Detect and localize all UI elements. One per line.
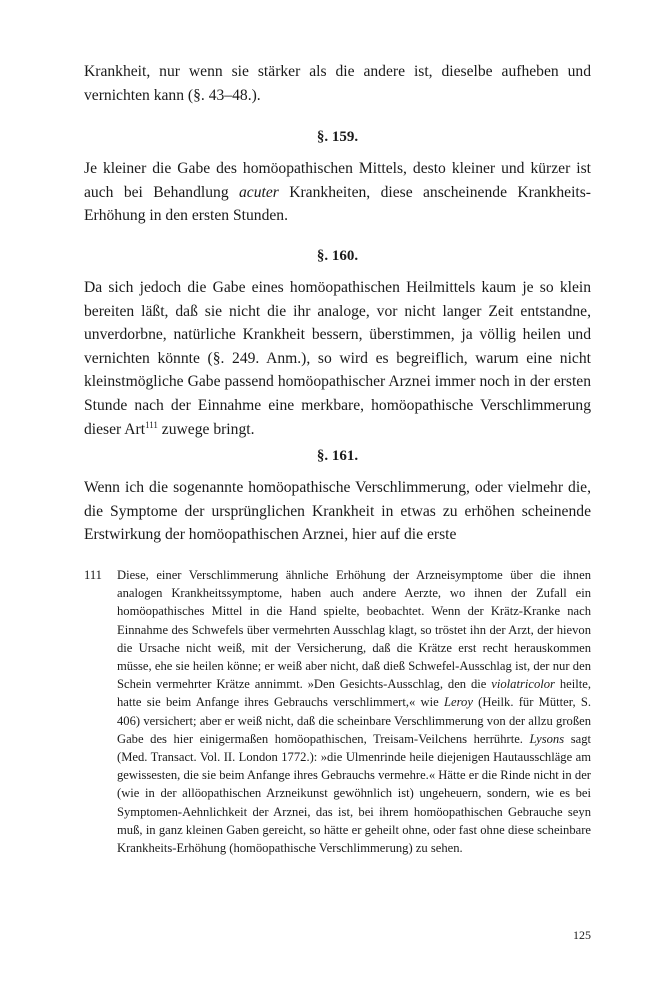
section-heading-160: §. 160. xyxy=(316,248,359,264)
paragraph-continued: Krankheit, nur wenn sie stärker als die andere ist, dieselbe aufheben und vernichten kann (§. 43–48.). xyxy=(84,63,591,104)
paragraph-159: Je kleiner die Gabe des homöopathischen Mittels, desto kleiner und kürzer ist auch bei Behandlung acuter Krankheiten, diese anscheinende Krankheits-Erhöhung in den ersten Stunden. xyxy=(84,160,591,225)
footnote-text: Diese, einer Verschlimmerung ähnliche Erhöhung der Arzneisymptome über die ihnen analogen Krankheitssymptome, haben auch andere Aerzte, wo ihnen der Zufall ein homöopathisches Mittel in die Hand spielte, beobachtet. Wenn der Krätz-Kranke nach Einnahme des Schwefels über vermehrten Ausschlag klagt, so tröstet ihn der Arzt, der hievon die Ursache nicht weiß, mit der Versicherung, daß die Krätze erst recht herauskommen müsse, ehe sie heilen könne; er weiß aber nicht, daß dieß Schwefel-Ausschlag ist, der nur den Schein vermehrter Krätze annimmt. »Den Gesichts-Ausschlag, den die violatricolor heilte, hatte sie beim Anfange ihres Gebrauchs verschlimmert,« wie Leroy (Heilk. für Mütter, S. 406) versichert; aber er weiß nicht, daß die scheinbare Verschlimmerung von der allzu großen Gabe des hier einigermaßen homöopathischen, Treisam-Veilchens herrührte. Lysons sagt (Med. Transact. Vol. II. London 1772.): »die Ulmenrinde heile diejenigen Hautausschläge am gewissesten, die sie beim Anfange ihres Gebrauchs vermehre.« Hätte er die Rinde nicht in der (wie in der allöopathischen Arzneikunst gewöhnlich ist) ungeheuern, sondern, wie es bei Symptomen-Aehnlichkeit der Arznei, das ist, bei ihrem homöopathischen Gebrauche seyn muß, in ganz kleinen Gaben gereicht, so hätte er geheilt ohne, oder fast ohne diese scheinbare Krankheits-Erhöhung (homöopathische Verschlimmerung) zu sehen. xyxy=(117,568,591,856)
paragraph-161: Wenn ich die sogenannte homöopathische Verschlimmerung, oder vielmehr die, die Symptome der ursprünglichen Krankheit in etwas zu erhöhen scheinende Erstwirkung der homöopathischen Arznei, hier auf die erste xyxy=(84,479,591,544)
footnote-reference: 111 xyxy=(145,419,158,430)
section-heading-161: §. 161. xyxy=(316,448,359,464)
section-heading-159: §. 159. xyxy=(316,129,359,145)
emphasis-acuter: acuter xyxy=(239,183,279,201)
page-number: 125 xyxy=(573,928,591,942)
footnote-number: 111 xyxy=(84,568,102,582)
paragraph-160: Da sich jedoch die Gabe eines homöopathischen Heilmittels kaum je so klein bereiten läßt, daß sie nicht die ihr analoge, vor nicht langer Zeit entstandne, unverdorbne, natürliche Krankheit bessern, überstimmen, ja völlig heilen und vernichten könnte (§. 249. Anm.), so wird es begreiflich, warum eine nicht kleinstmögliche Gabe passend homöopathischer Arznei immer noch in der ersten Stunde nach der Einnahme eine merkbare, homöopathische Verschlimmerung dieser Art$^{111}$ zuwege bringt. xyxy=(84,279,591,438)
footnote xyxy=(84,566,591,857)
